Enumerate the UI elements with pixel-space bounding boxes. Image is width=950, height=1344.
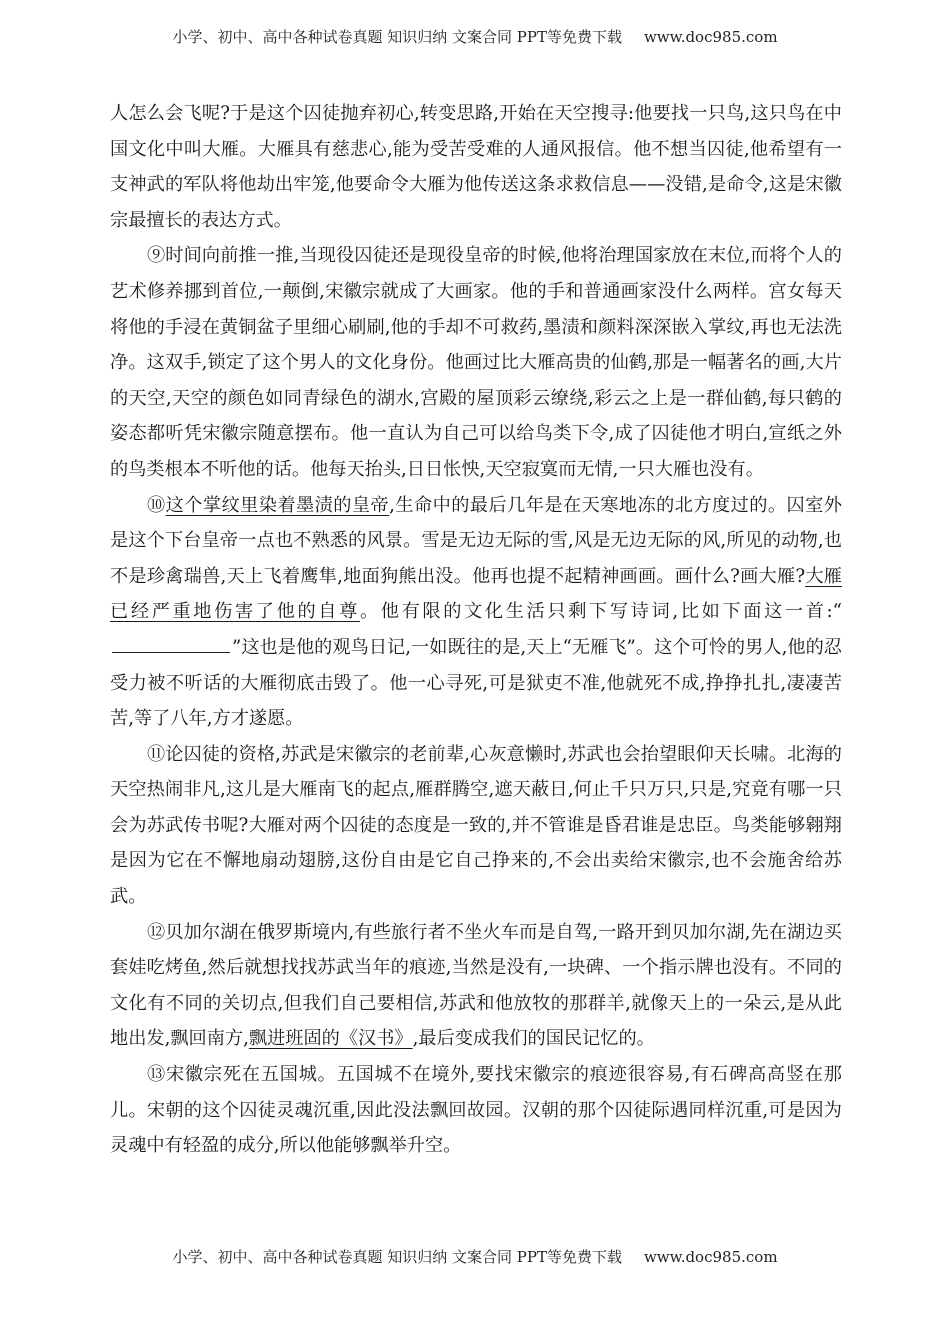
paragraph-10-text-1: ,生命中的最后几年是在天寒地冻的北方度过的。囚室外是这个下台皇帝一点也不熟悉的风景。雪是无边无际的雪,风是无边无际的风,所见的动物,也不是珍禽瑞兽,天上飞着鹰隼,地面狗熊出没。他再也提不起精神画画。画什么?画大雁? bbox=[110, 494, 842, 587]
header-url[interactable]: www.doc985.com bbox=[643, 28, 778, 46]
paragraph-10-number: ⑩ bbox=[147, 494, 166, 516]
paragraph-11: ⑪论囚徒的资格,苏武是宋徽宗的老前辈,心灰意懒时,苏武也会抬望眼仰天长啸。北海的天空热闹非凡,这儿是大雁南飞的起点,雁群腾空,遮天蔽日,何止千只万只,只是,究竟有哪一只会为苏武传书呢?大雁对两个囚徒的态度是一致的,并不管谁是昏君谁是忠臣。鸟类能够翱翔是因为它在不懈地扇动翅膀,这份自由是它自己挣来的,不会出卖给宋徽宗,也不会施舍给苏武。 bbox=[110, 743, 842, 908]
underlined-phrase-emperor: 这个掌纹里染着墨渍的皇帝 bbox=[165, 494, 390, 516]
paragraph-9: ⑨时间向前推一推,当现役囚徒还是现役皇帝的时候,他将治理国家放在末位,而将个人的艺术修养挪到首位,一颠倒,宋徽宗就成了大画家。他的手和普通画家没什么两样。宫女每天将他的手浸在黄铜盆子里细心刷刷,他的手却不可救药,墨渍和颜料深深嵌入掌纹,再也无法洗净。这双手,锁定了这个男人的文化身份。他画过比大雁高贵的仙鹤,那是一幅著名的画,大片的天空,天空的颜色如同青绿色的湖水,宫殿的屋顶彩云缭绕,彩云之上是一群仙鹤,每只鹤的姿态都听凭宋徽宗随意摆布。他一直认为自己可以给鸟类下令,成了囚徒他才明白,宣纸之外的鸟类根本不听他的话。他每天抬头,日日怅怏,天空寂寞而无情,一只大雁也没有。 bbox=[110, 245, 842, 480]
paragraph-10-text-3: ”这也是他的观鸟日记,一如既往的是,天上“无雁飞”。这个可怜的男人,他的忍受力被不听话的大雁彻底击毁了。他一心寻死,可是狱吏不准,他就死不成,挣挣扎扎,凄凄苦苦,等了八年,方才遂愿。 bbox=[110, 636, 842, 730]
fill-in-blank[interactable] bbox=[112, 630, 230, 653]
header-text: 小学、初中、高中各种试卷真题 知识归纳 文案合同 PPT等免费下载 bbox=[172, 28, 622, 46]
article-body bbox=[110, 96, 842, 1164]
paragraph-10-text-2: 。他有限的文化生活只剩下写诗词,比如下面这一首:“ bbox=[359, 601, 842, 623]
page-footer bbox=[0, 1246, 950, 1267]
paragraph-10 bbox=[110, 488, 842, 737]
paragraph-12 bbox=[110, 915, 842, 1057]
page-header bbox=[0, 26, 950, 47]
underlined-phrase-self-esteem: 大雁已经严重地伤害了他的自尊 bbox=[110, 565, 842, 623]
paragraph-13: ⑬宋徽宗死在五国城。五国城不在境外,要找宋徽宗的痕迹很容易,有石碑高高竖在那儿。宋朝的这个囚徒灵魂沉重,因此没法飘回故园。汉朝的那个囚徒际遇同样沉重,可是因为灵魂中有轻盈的成分,所以他能够飘举升空。 bbox=[110, 1064, 842, 1157]
footer-text: 小学、初中、高中各种试卷真题 知识归纳 文案合同 PPT等免费下载 bbox=[172, 1248, 622, 1266]
footer-url[interactable]: www.doc985.com bbox=[643, 1248, 778, 1266]
paragraph-12-text-1: ⑫贝加尔湖在俄罗斯境内,有些旅行者不坐火车而是自驾,一路开到贝加尔湖,先在湖边买套娃吃烤鱼,然后就想找找苏武当年的痕迹,当然是没有,一块碑、一个指示牌也没有。不同的文化有不同的关切点,但我们自己要相信,苏武和他放牧的那群羊,就像天上的一朵云,是从此地出发,飘回南方, bbox=[110, 921, 842, 1050]
paragraph-8-continued: 人怎么会飞呢?于是这个囚徒抛弃初心,转变思路,开始在天空搜寻:他要找一只鸟,这只鸟在中国文化中叫大雁。大雁具有慈悲心,能为受苦受难的人通风报信。他不想当囚徒,他希望有一支神武的军队将他劫出牢笼,他要命令大雁为他传送这条求救信息——没错,是命令,这是宋徽宗最擅长的表达方式。 bbox=[110, 103, 842, 231]
underlined-phrase-hanshu: 飘进班固的《汉书》 bbox=[248, 1028, 413, 1050]
paragraph-12-text-2: ,最后变成我们的国民记忆的。 bbox=[412, 1028, 655, 1050]
